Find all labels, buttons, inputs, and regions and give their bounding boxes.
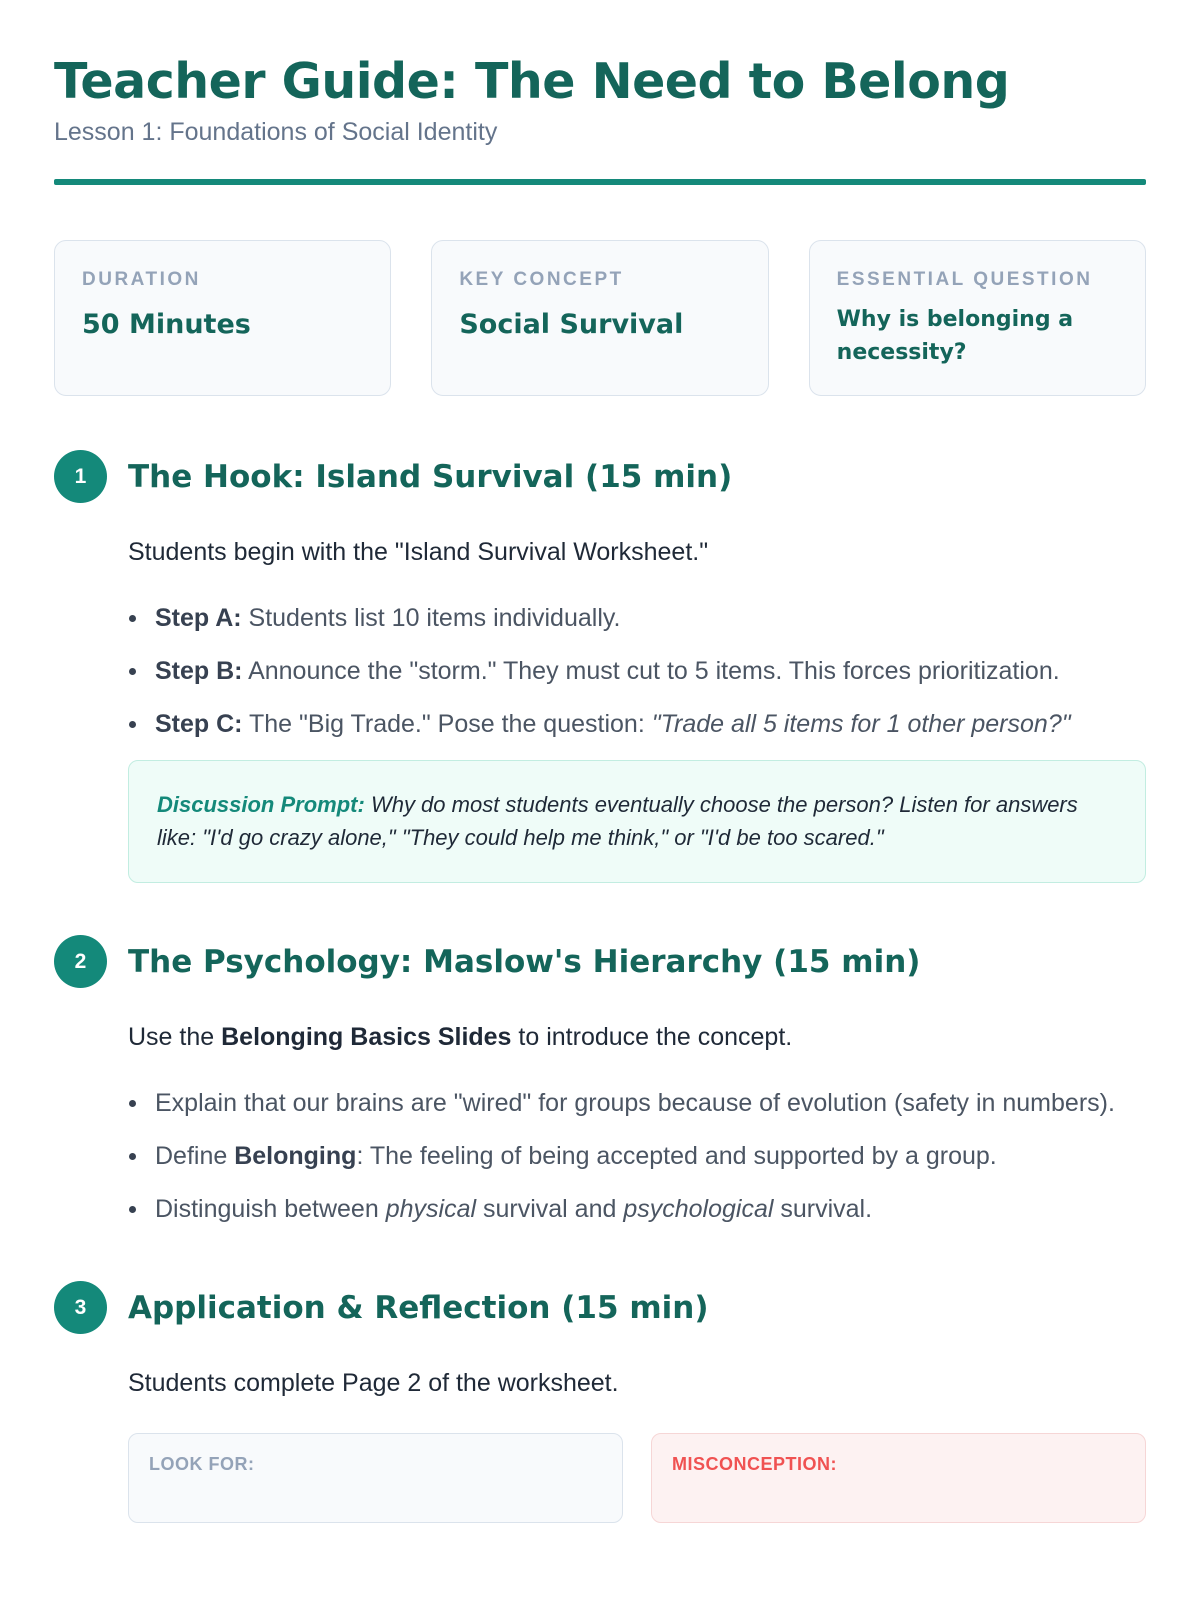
list-item (128, 1136, 1146, 1176)
step-text: Students list 10 items individually. (248, 604, 621, 632)
step-text: The "Big Trade." Pose the question: (249, 710, 652, 738)
section-title: The Psychology: Maslow's Hierarchy (15 min) (128, 943, 921, 980)
section-body (128, 1367, 1146, 1523)
slides-reference: Belonging Basics Slides (221, 1023, 512, 1051)
list-item (128, 598, 1146, 638)
item-text: Define (155, 1142, 235, 1170)
list-item: Explain that our brains are "wired" for groups because of evolution (safety in numbers). (128, 1083, 1146, 1123)
card-value: Social Survival (459, 309, 684, 340)
discussion-prompt-callout (128, 760, 1146, 883)
card-value: Why is belonging a necessity? (836, 307, 1074, 365)
step-label: Step A: (155, 604, 242, 632)
section-intro (128, 1021, 1146, 1053)
callout-text: Why do most students eventually choose the person? Listen for answers like: "I'd go crazy alone," "They could help me think," or "I'd be too scared." (157, 792, 1078, 850)
page-title: Teacher Guide: The Need to Belong (54, 53, 1010, 110)
card-label: DURATION (82, 269, 201, 290)
look-for-panel (128, 1433, 623, 1523)
essential-question-card (809, 240, 1146, 396)
section-title: The Hook: Island Survival (15 min) (128, 458, 733, 495)
section-header (54, 1281, 1146, 1334)
step-list (128, 598, 1146, 744)
card-value: 50 Minutes (82, 309, 251, 340)
list-item (128, 1189, 1146, 1229)
callout-label: Discussion Prompt: (157, 792, 365, 817)
concept-list (128, 1083, 1146, 1229)
panel-label: LOOK FOR: (149, 1454, 255, 1474)
section-intro: Students begin with the "Island Survival Worksheet." (128, 538, 709, 566)
step-text: Announce the "storm." They must cut to 5 items. This forces prioritization. (248, 657, 1060, 685)
item-text: : The feeling of being accepted and supported by a group. (356, 1142, 997, 1170)
list-item (128, 651, 1146, 691)
section-header (54, 450, 1146, 503)
section-body (128, 1021, 1146, 1229)
section-title: Application & Reflection (15 min) (128, 1289, 709, 1326)
misconception-panel (651, 1433, 1146, 1523)
page-subtitle: Lesson 1: Foundations of Social Identity (54, 118, 498, 146)
section-intro: Students complete Page 2 of the worksheet. (128, 1369, 619, 1397)
section-header (54, 935, 1146, 988)
section-application (54, 1281, 1146, 1523)
duration-card (54, 240, 391, 396)
panel-label: MISCONCEPTION: (672, 1454, 838, 1474)
item-text: Distinguish between (155, 1195, 386, 1223)
item-text: survival. (773, 1195, 873, 1223)
step-quote: "Trade all 5 items for 1 other person?" (651, 710, 1071, 738)
item-text: survival and (476, 1195, 624, 1223)
section-number-badge: 1 (54, 450, 107, 503)
step-label: Step B: (155, 657, 243, 685)
key-concept-card (431, 240, 768, 396)
list-item (128, 704, 1146, 744)
emphasis-psychological: psychological (623, 1195, 774, 1223)
step-label: Step C: (155, 710, 243, 738)
section-number-badge: 2 (54, 935, 107, 988)
card-label: KEY CONCEPT (459, 269, 624, 290)
header-divider (54, 179, 1146, 185)
section-number-badge: 3 (54, 1281, 107, 1334)
section-psychology (54, 935, 1146, 1229)
emphasis-physical: physical (385, 1195, 477, 1223)
reflection-panels (128, 1433, 1146, 1523)
section-hook (54, 450, 1146, 883)
term-belonging: Belonging (234, 1142, 357, 1170)
info-cards (54, 240, 1146, 396)
intro-text: to introduce the concept. (511, 1023, 793, 1051)
section-body (128, 536, 1146, 883)
card-label: ESSENTIAL QUESTION (836, 269, 1093, 290)
intro-text: Use the (128, 1023, 222, 1051)
